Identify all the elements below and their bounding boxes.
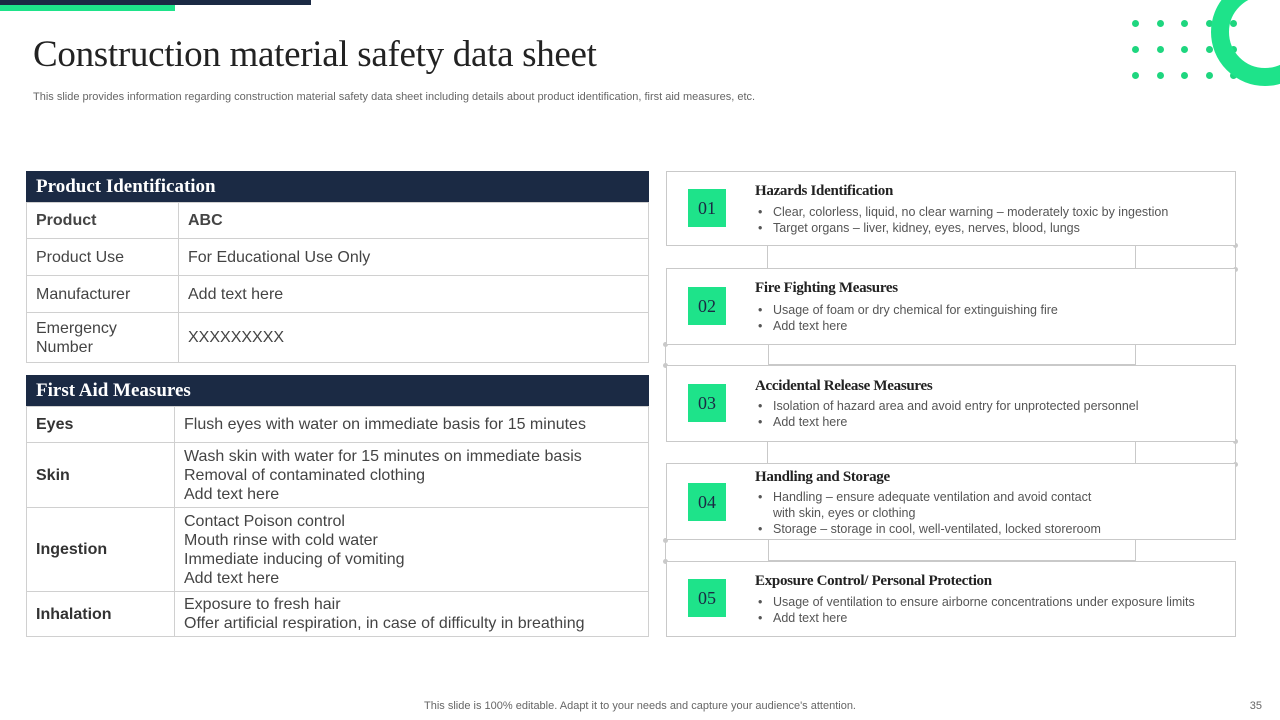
- row-value: For Educational Use Only: [179, 239, 649, 276]
- bullet-item: • Usage of ventilation to ensure airborne concentrations under exposure limits: [755, 594, 1230, 610]
- step-number-badge: 04: [688, 483, 726, 521]
- page-subtitle: This slide provides information regarding construction material safety data sheet including details about product identification, first aid measures, etc.: [33, 91, 756, 103]
- bullet-item: • Add text here: [755, 414, 1230, 430]
- top-accent-bar-green: [0, 5, 175, 11]
- table-row: [27, 203, 649, 239]
- row-value: ABC: [179, 203, 649, 239]
- value-line: Removal of contaminated clothing: [184, 466, 426, 484]
- page-title: Construction material safety data sheet: [33, 34, 597, 75]
- row-key: Product Use: [27, 239, 179, 276]
- value-line: Immediate inducing of vomiting: [184, 550, 405, 568]
- value-line: Contact Poison control: [184, 512, 345, 530]
- step-title: Fire Fighting Measures: [755, 280, 898, 296]
- value-line: Exposure to fresh hair: [184, 596, 341, 613]
- table-row: [27, 276, 649, 313]
- step-number-badge: 05: [688, 579, 726, 617]
- table-row: [27, 508, 649, 592]
- step-bullets: [755, 489, 1115, 537]
- value-line: Add text here: [184, 569, 280, 587]
- bullet-item: • Isolation of hazard area and avoid entry for unprotected personnel: [755, 398, 1230, 414]
- connector-tab: [767, 245, 1136, 269]
- value-line: Flush eyes with water on immediate basis for 15 minutes: [184, 416, 586, 433]
- product-identification-table: [26, 202, 649, 363]
- row-key: Ingestion: [27, 508, 175, 592]
- bullet-item: • Add text here: [755, 610, 1230, 626]
- table-row: [27, 443, 649, 508]
- connector-tab: [768, 539, 1136, 561]
- step-title: Handling and Storage: [755, 469, 890, 485]
- value-line: Offer artificial respiration, in case of difficulty in breathing: [184, 615, 585, 632]
- row-key: Skin: [27, 443, 175, 508]
- table-row: [27, 592, 649, 637]
- bullet-item: • Clear, colorless, liquid, no clear warning – moderately toxic by ingestion: [755, 204, 1230, 220]
- step-title: Accidental Release Measures: [755, 378, 933, 394]
- row-key: Manufacturer: [27, 276, 179, 313]
- table-row: [27, 239, 649, 276]
- bullet-item: • Handling – ensure adequate ventilation and avoid contact with skin, eyes or clothing: [755, 489, 1115, 521]
- first-aid-table: [26, 406, 649, 637]
- page-number: 35: [1249, 700, 1262, 712]
- row-value: [175, 443, 649, 508]
- step-number-badge: 01: [688, 189, 726, 227]
- footer-note: This slide is 100% editable. Adapt it to your needs and capture your audience's attention.: [424, 700, 856, 712]
- table-row: [27, 313, 649, 363]
- bullet-item: • Storage – storage in cool, well-ventilated, locked storeroom: [755, 521, 1115, 537]
- table-row: [27, 407, 649, 443]
- step-number-badge: 02: [688, 287, 726, 325]
- row-value: XXXXXXXXX: [179, 313, 649, 363]
- row-value: [175, 508, 649, 592]
- product-identification-heading: Product Identification: [26, 171, 649, 202]
- step-bullets: [755, 302, 1230, 334]
- value-line: Wash skin with water for 15 minutes on immediate basis: [184, 447, 582, 465]
- first-aid-heading: First Aid Measures: [26, 375, 649, 406]
- bullet-item: • Usage of foam or dry chemical for extinguishing fire: [755, 302, 1230, 318]
- row-value: Add text here: [179, 276, 649, 313]
- row-value: [175, 407, 649, 443]
- step-number-badge: 03: [688, 384, 726, 422]
- step-title: Exposure Control/ Personal Protection: [755, 573, 992, 589]
- bullet-item: • Add text here: [755, 318, 1230, 334]
- value-line: Add text here: [184, 485, 280, 503]
- connector-tab: [767, 440, 1136, 464]
- step-bullets: [755, 594, 1230, 626]
- row-key: Emergency Number: [27, 313, 179, 363]
- bullet-item: • Target organs – liver, kidney, eyes, nerves, blood, lungs: [755, 220, 1230, 236]
- step-title: Hazards Identification: [755, 183, 893, 199]
- value-line: Mouth rinse with cold water: [184, 531, 378, 549]
- row-value: [175, 592, 649, 637]
- row-key: Product: [27, 203, 179, 239]
- step-bullets: [755, 398, 1230, 430]
- connector-tab: [768, 343, 1136, 365]
- row-key: Eyes: [27, 407, 175, 443]
- row-key: Inhalation: [27, 592, 175, 637]
- step-bullets: [755, 204, 1230, 236]
